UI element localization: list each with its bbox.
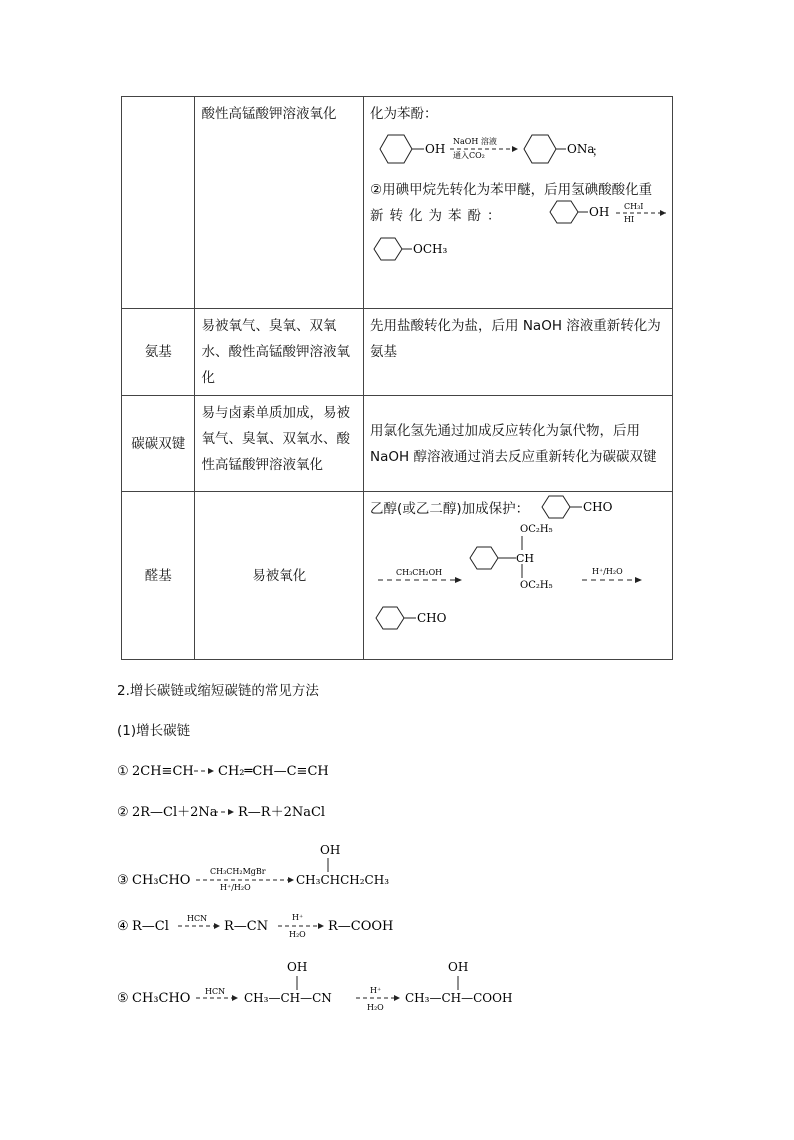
reaction-number: ⑤ xyxy=(117,991,129,1006)
method-cell xyxy=(364,492,673,660)
intermediate: CH₃—CH—CN xyxy=(244,991,332,1005)
product: CH₂═CH—C≡CH xyxy=(218,764,329,779)
reagent-label: H⁺/H₂O xyxy=(592,567,623,576)
reagent-top: H⁺ xyxy=(370,986,382,995)
property-cell xyxy=(195,97,364,309)
reagent-label: CH₃CH₂OH xyxy=(396,568,443,577)
anisole xyxy=(370,233,666,267)
reagent-top: H⁺ xyxy=(292,913,304,922)
carbon-chain-reactions xyxy=(0,740,794,1140)
oh-label: OH xyxy=(425,142,446,156)
benzene-ring-icon xyxy=(470,547,498,569)
benzene-ring-icon xyxy=(380,135,412,163)
method-line: 化为苯酚： xyxy=(370,106,438,122)
reagent-label: HCN xyxy=(205,987,226,996)
reactant: 2CH≡CH xyxy=(132,764,194,779)
table-row xyxy=(122,97,673,309)
product: R—COOH xyxy=(328,919,394,934)
protection-table xyxy=(121,96,673,660)
reaction-number: ④ xyxy=(117,919,129,934)
group-cell: 碳碳双键 xyxy=(122,396,195,492)
och3-label: OCH₃ xyxy=(413,242,448,256)
group-cell xyxy=(122,97,195,309)
reactant: CH₃CHO xyxy=(132,991,191,1006)
subsection-heading: (1)增长碳链 xyxy=(117,723,191,739)
property-cell: 易被氧气、臭氧、双氧水、酸性高锰酸钾溶液氧化 xyxy=(195,309,364,396)
table-row xyxy=(122,396,673,492)
property-cell: 易与卤素单质加成，易被氧气、臭氧、双氧水、酸性高锰酸钾溶液氧化 xyxy=(195,396,364,492)
product: CH₃CHCH₂CH₃ xyxy=(296,873,390,887)
method-cell: 用氯化氢先通过加成反应转化为氯代物，后用 NaOH 醇溶液通过消去反应重新转化为碳碳双键 xyxy=(364,396,673,492)
reactant: R—Cl xyxy=(132,919,169,934)
reagent-bottom: H⁺/H₂O xyxy=(220,883,251,892)
reactant: 2R—Cl＋2Na xyxy=(132,805,218,820)
oh-label: OH xyxy=(448,960,469,974)
reaction-number: ① xyxy=(117,764,129,779)
ch-label: CH xyxy=(516,552,535,565)
cho-label: CHO xyxy=(417,611,447,625)
group-cell: 氨基 xyxy=(122,309,195,396)
oc2h5-label: OC₂H₅ xyxy=(520,580,553,591)
reagent-bottom: H₂O xyxy=(289,930,306,939)
benzene-ring-icon xyxy=(550,201,578,223)
benzaldehyde-structure xyxy=(536,492,646,522)
reagent-bottom: HI xyxy=(624,215,635,224)
reagent-top: CH₃CH₂MgBr xyxy=(210,867,266,876)
method-line: ②用碘甲烷先转化为苯甲醚，后用氢碘酸酸化重 xyxy=(370,182,653,198)
semicolon: ； xyxy=(592,144,605,158)
phenol-to-phenoxide-scheme xyxy=(370,127,650,171)
ona-label: ONa xyxy=(567,142,595,156)
intermediate: R—CN xyxy=(224,919,269,934)
reaction-number: ③ xyxy=(117,873,129,888)
anisole-structure xyxy=(370,233,490,265)
table-row xyxy=(122,492,673,660)
method-cell: 先用盐酸转化为盐，后用 NaOH 溶液重新转化为氨基 xyxy=(364,309,673,396)
acetal-intro xyxy=(370,496,666,522)
phenol-reaction-2 xyxy=(370,203,666,233)
reagent-top: NaOH 溶液 xyxy=(453,137,497,146)
reagent-bottom: H₂O xyxy=(367,1003,384,1012)
oh-label: OH xyxy=(287,960,308,974)
table-row xyxy=(122,309,673,396)
cho-label: CHO xyxy=(583,500,613,514)
section-heading: 2.增长碳链或缩短碳链的常见方法 xyxy=(117,683,319,699)
reactant: CH₃CHO xyxy=(132,873,191,888)
product: R—R＋2NaCl xyxy=(238,805,326,820)
property-cell: 易被氧化 xyxy=(195,492,364,660)
property-text: 酸性高锰酸钾溶液氧化 xyxy=(201,106,337,122)
phenol-reaction-1 xyxy=(370,127,666,171)
product: CH₃—CH—COOH xyxy=(405,991,513,1005)
reagent-bottom: 通入CO₂ xyxy=(453,151,485,160)
group-cell: 醛基 xyxy=(122,492,195,660)
reagent-label: HCN xyxy=(187,914,208,923)
reagent-top: CH₃I xyxy=(624,202,644,211)
benzene-ring-icon xyxy=(542,496,570,518)
benzene-ring-icon xyxy=(376,607,404,629)
method-line: 乙醇(或乙二醇)加成保护： xyxy=(370,501,530,517)
reaction-number: ② xyxy=(117,805,129,820)
acetal-protection-scheme xyxy=(370,522,660,632)
oc2h5-label: OC₂H₅ xyxy=(520,524,553,535)
method-cell xyxy=(364,97,673,309)
method-line: 新转化为苯酚： xyxy=(370,208,507,224)
oh-label: OH xyxy=(589,205,610,219)
benzene-ring-icon xyxy=(374,238,402,260)
methylation-scheme xyxy=(542,197,672,227)
oh-label: OH xyxy=(320,843,341,857)
benzene-ring-icon xyxy=(524,135,556,163)
